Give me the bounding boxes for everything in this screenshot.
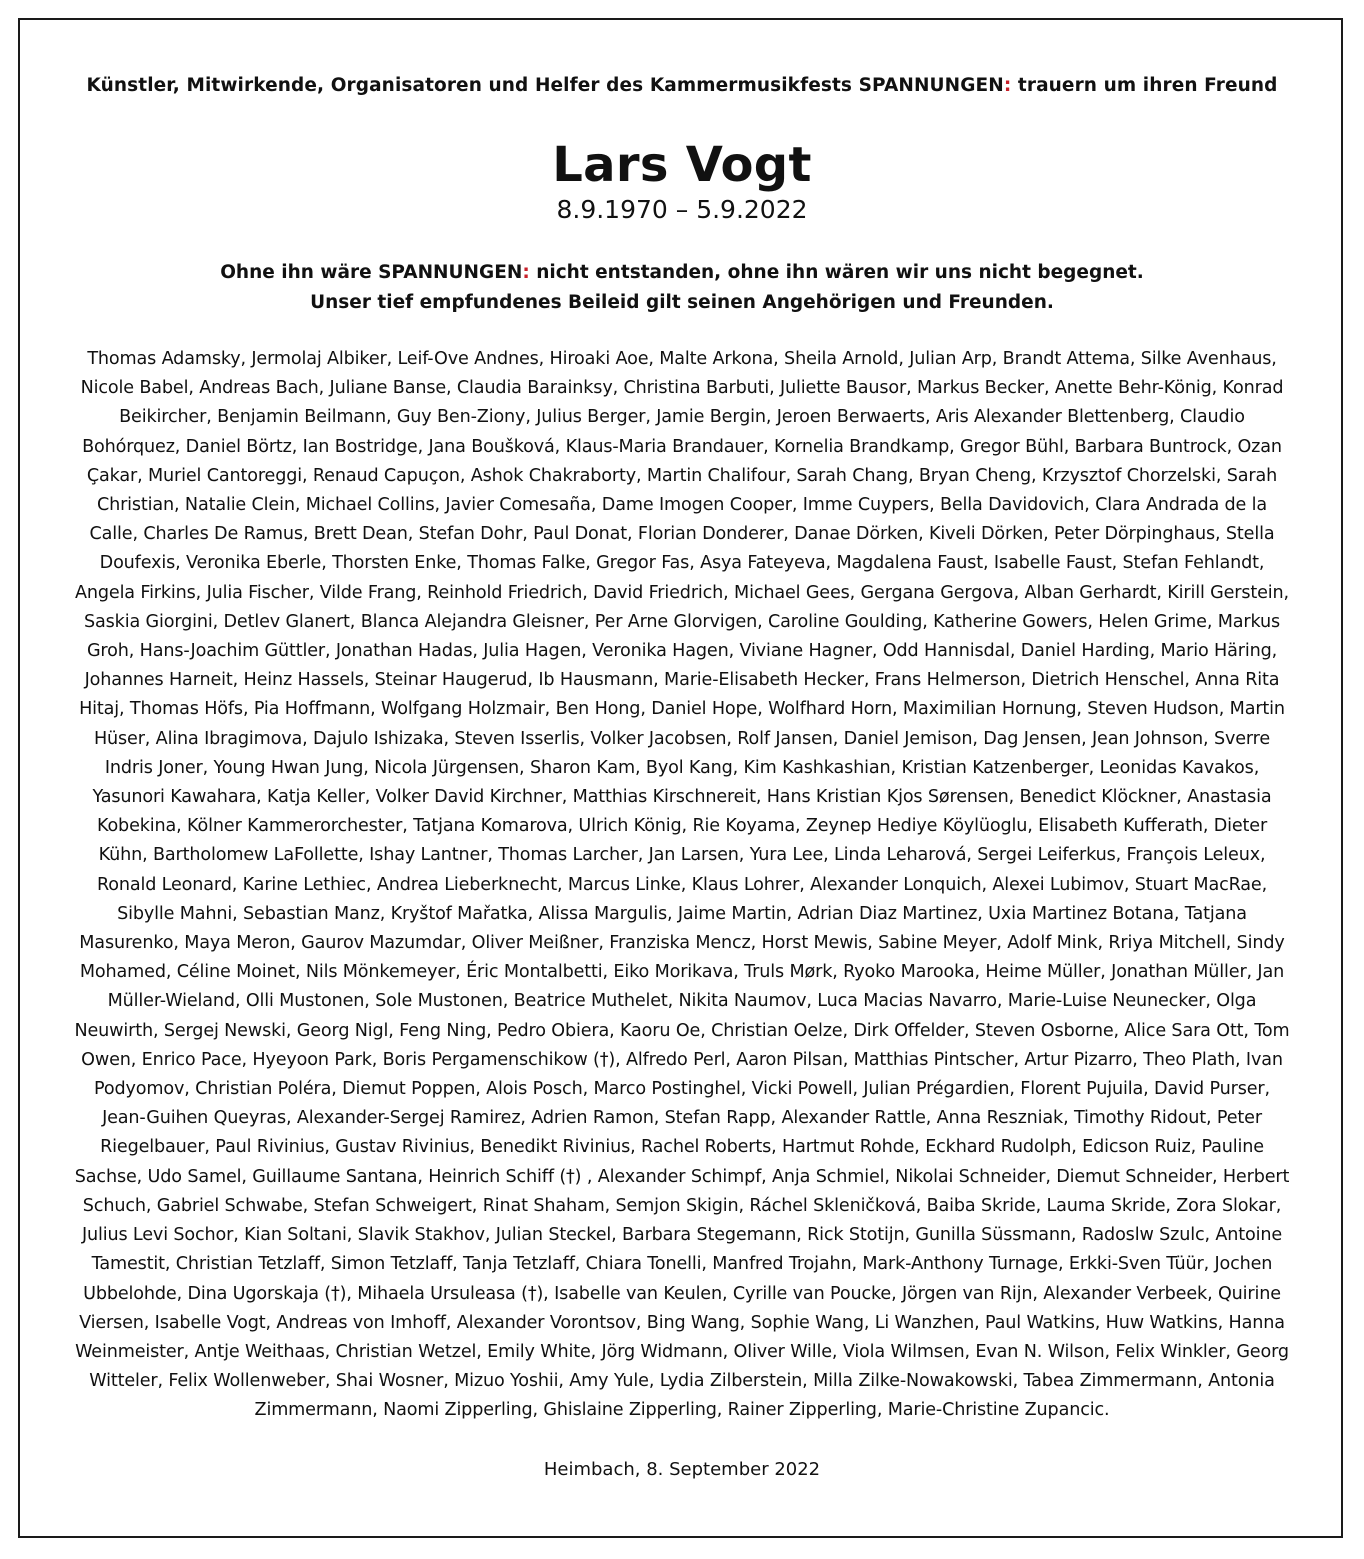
header-accent-colon: : xyxy=(1003,75,1012,96)
tribute-line-1 xyxy=(74,258,1290,288)
tribute-line-1-after: nicht entstanden, ohne ihn wären wir uns nicht begegnet. xyxy=(529,262,1144,283)
tribute-text xyxy=(74,258,1290,317)
mourners-names-list: Thomas Adamsky, Jermolaj Albiker, Leif-Ove Andnes, Hiroaki Aoe, Malte Arkona, Sheila Arnold, Julian Arp, Brandt Attema, Silke Avenhaus, Nicole Babel, Andreas Bach, Juliane Banse, Claudia Barainksy, Christina Barbuti, Juliette Bausor, Markus Becker, Anette Behr-König, Konrad Beikircher, Benjamin Beilmann, Guy Ben-Ziony, Julius Berger, Jamie Bergin, Jeroen Berwaerts, Aris Alexander Blettenberg, Claudio Bohórquez, Daniel Börtz, Ian Bostridge, Jana Boušková, Klaus-Maria Brandauer, Kornelia Brandkamp, Gregor Bühl, Barbara Buntrock, Ozan Çakar, Muriel Cantoreggi, Renaud Capuçon, Ashok Chakraborty, Martin Chalifour, Sarah Chang, Bryan Cheng, Krzysztof Chorzelski, Sarah Christian, Natalie Clein, Michael Collins, Javier Comesaña, Dame Imogen Cooper, Imme Cuypers, Bella Davidovich, Clara Andrada de la Calle, Charles De Ramus, Brett Dean, Stefan Dohr, Paul Donat, Florian Donderer, Danae Dörken, Kiveli Dörken, Peter Dörpinghaus, Stella Doufexis, Veronika Eberle, Thorsten Enke, Thomas Falke, Gregor Fas, Asya Fateyeva, Magdalena Faust, Isabelle Faust, Stefan Fehlandt, Angela Firkins, Julia Fischer, Vilde Frang, Reinhold Friedrich, David Friedrich, Michael Gees, Gergana Gergova, Alban Gerhardt, Kirill Gerstein, Saskia Giorgini, Detlev Glanert, Blanca Alejandra Gleisner, Per Arne Glorvigen, Caroline Goulding, Katherine Gowers, Helen Grime, Markus Groh, Hans-Joachim Güttler, Jonathan Hadas, Julia Hagen, Veronika Hagen, Viviane Hagner, Odd Hannisdal, Daniel Harding, Mario Häring, Johannes Harneit, Heinz Hassels, Steinar Haugerud, Ib Hausmann, Marie-Elisabeth Hecker, Frans Helmerson, Dietrich Henschel, Anna Rita Hitaj, Thomas Höfs, Pia Hoffmann, Wolfgang Holzmair, Ben Hong, Daniel Hope, Wolfhard Horn, Maximilian Hornung, Steven Hudson, Martin Hüser, Alina Ibragimova, Dajulo Ishizaka, Steven Isserlis, Volker Jacobsen, Rolf Jansen, Daniel Jemison, Dag Jensen, Jean Johnson, Sverre Indris Joner, Young Hwan Jung, Nicola Jürgensen, Sharon Kam, Byol Kang, Kim Kashkashian, Kristian Katzenberger, Leonidas Kavakos, Yasunori Kawahara, Katja Keller, Volker David Kirchner, Matthias Kirschnereit, Hans Kristian Kjos Sørensen, Benedict Klöckner, Anastasia Kobekina, Kölner Kammerorchester, Tatjana Komarova, Ulrich König, Rie Koyama, Zeynep Hediye Köylüoglu, Elisabeth Kufferath, Dieter Kühn, Bartholomew LaFollette, Ishay Lantner, Thomas Larcher, Jan Larsen, Yura Lee, Linda Leharová, Sergei Leiferkus, François Leleux, Ronald Leonard, Karine Lethiec, Andrea Lieberknecht, Marcus Linke, Klaus Lohrer, Alexander Lonquich, Alexei Lubimov, Stuart MacRae, Sibylle Mahni, Sebastian Manz, Kryštof Mařatka, Alissa Margulis, Jaime Martin, Adrian Diaz Martinez, Uxia Martinez Botana, Tatjana Masurenko, Maya Meron, Gaurov Mazumdar, Oliver Meißner, Franziska Mencz, Horst Mewis, Sabine Meyer, Adolf Mink, Rriya Mitchell, Sindy Mohamed, Céline Moinet, Nils Mönkemeyer, Éric Montalbetti, Eiko Morikava, Truls Mørk, Ryoko Marooka, Heime Müller, Jonathan Müller, Jan Müller-Wieland, Olli Mustonen, Sole Mustonen, Beatrice Muthelet, Nikita Naumov, Luca Macias Navarro, Marie-Luise Neunecker, Olga Neuwirth, Sergej Newski, Georg Nigl, Feng Ning, Pedro Obiera, Kaoru Oe, Christian Oelze, Dirk Offelder, Steven Osborne, Alice Sara Ott, Tom Owen, Enrico Pace, Hyeyoon Park, Boris Pergamenschikow (†), Alfredo Perl, Aaron Pilsan, Matthias Pintscher, Artur Pizarro, Theo Plath, Ivan Podyomov, Christian Poléra, Diemut Poppen, Alois Posch, Marco Postinghel, Vicki Powell, Julian Prégardien, Florent Pujuila, David Purser, Jean-Guihen Queyras, Alexander-Sergej Ramirez, Adrien Ramon, Stefan Rapp, Alexander Rattle, Anna Reszniak, Timothy Ridout, Peter Riegelbauer, Paul Rivinius, Gustav Rivinius, Benedikt Rivinius, Rachel Roberts, Hartmut Rohde, Eckhard Rudolph, Edicson Ruiz, Pauline Sachse, Udo Samel, Guillaume Santana, Heinrich Schiff (†) , Alexander Schimpf, Anja Schmiel, Nikolai Schneider, Diemut Schneider, Herbert Schuch, Gabriel Schwabe, Stefan Schweigert, Rinat Shaham, Semjon Skigin, Ráchel Skleničková, Baiba Skride, Lauma Skride, Zora Slokar, Julius Levi Sochor, Kian Soltani, Slavik Stakhov, Julian Steckel, Barbara Stegemann, Rick Stotijn, Gunilla Süssmann, Radoslw Szulc, Antoine Tamestit, Christian Tetzlaff, Simon Tetzlaff, Tanja Tetzlaff, Chiara Tonelli, Manfred Trojahn, Mark-Anthony Turnage, Erkki-Sven Tüür, Jochen Ubbelohde, Dina Ugorskaja (†), Mihaela Ursuleasa (†), Isabelle van Keulen, Cyrille van Poucke, Jörgen van Rijn, Alexander Verbeek, Quirine Viersen, Isabelle Vogt, Andreas von Imhoff, Alexander Vorontsov, Bing Wang, Sophie Wang, Li Wanzhen, Paul Watkins, Huw Watkins, Hanna Weinmeister, Antje Weithaas, Christian Wetzel, Emily White, Jörg Widmann, Oliver Wille, Viola Wilmsen, Evan N. Wilson, Felix Winkler, Georg Witteler, Felix Wollenweber, Shai Wosner, Mizuo Yoshii, Amy Yule, Lydia Zilberstein, Milla Zilke-Nowakowski, Tabea Zimmermann, Antonia Zimmermann, Naomi Zipperling, Ghislaine Zipperling, Rainer Zipperling, Marie-Christine Zupancic. xyxy=(74,349,1290,1421)
tribute-accent-colon: : xyxy=(522,262,530,283)
life-dates: 8.9.1970 – 5.9.2022 xyxy=(556,195,808,224)
tribute-line-1-before: Ohne ihn wäre SPANNUNGEN xyxy=(220,262,523,283)
place-and-date: Heimbach, 8. September 2022 xyxy=(543,1458,821,1480)
header-line xyxy=(74,72,1290,100)
header-text-before: Künstler, Mitwirkende, Organisatoren und Helfer des Kammermusikfests SPANNUNGEN xyxy=(86,75,1004,96)
obituary-content xyxy=(74,72,1290,1484)
deceased-name: Lars Vogt xyxy=(552,137,812,193)
tribute-line-2: Unser tief empfundenes Beileid gilt seinen Angehörigen und Freunden. xyxy=(310,291,1054,313)
header-text-after: trauern um ihren Freund xyxy=(1011,75,1278,96)
